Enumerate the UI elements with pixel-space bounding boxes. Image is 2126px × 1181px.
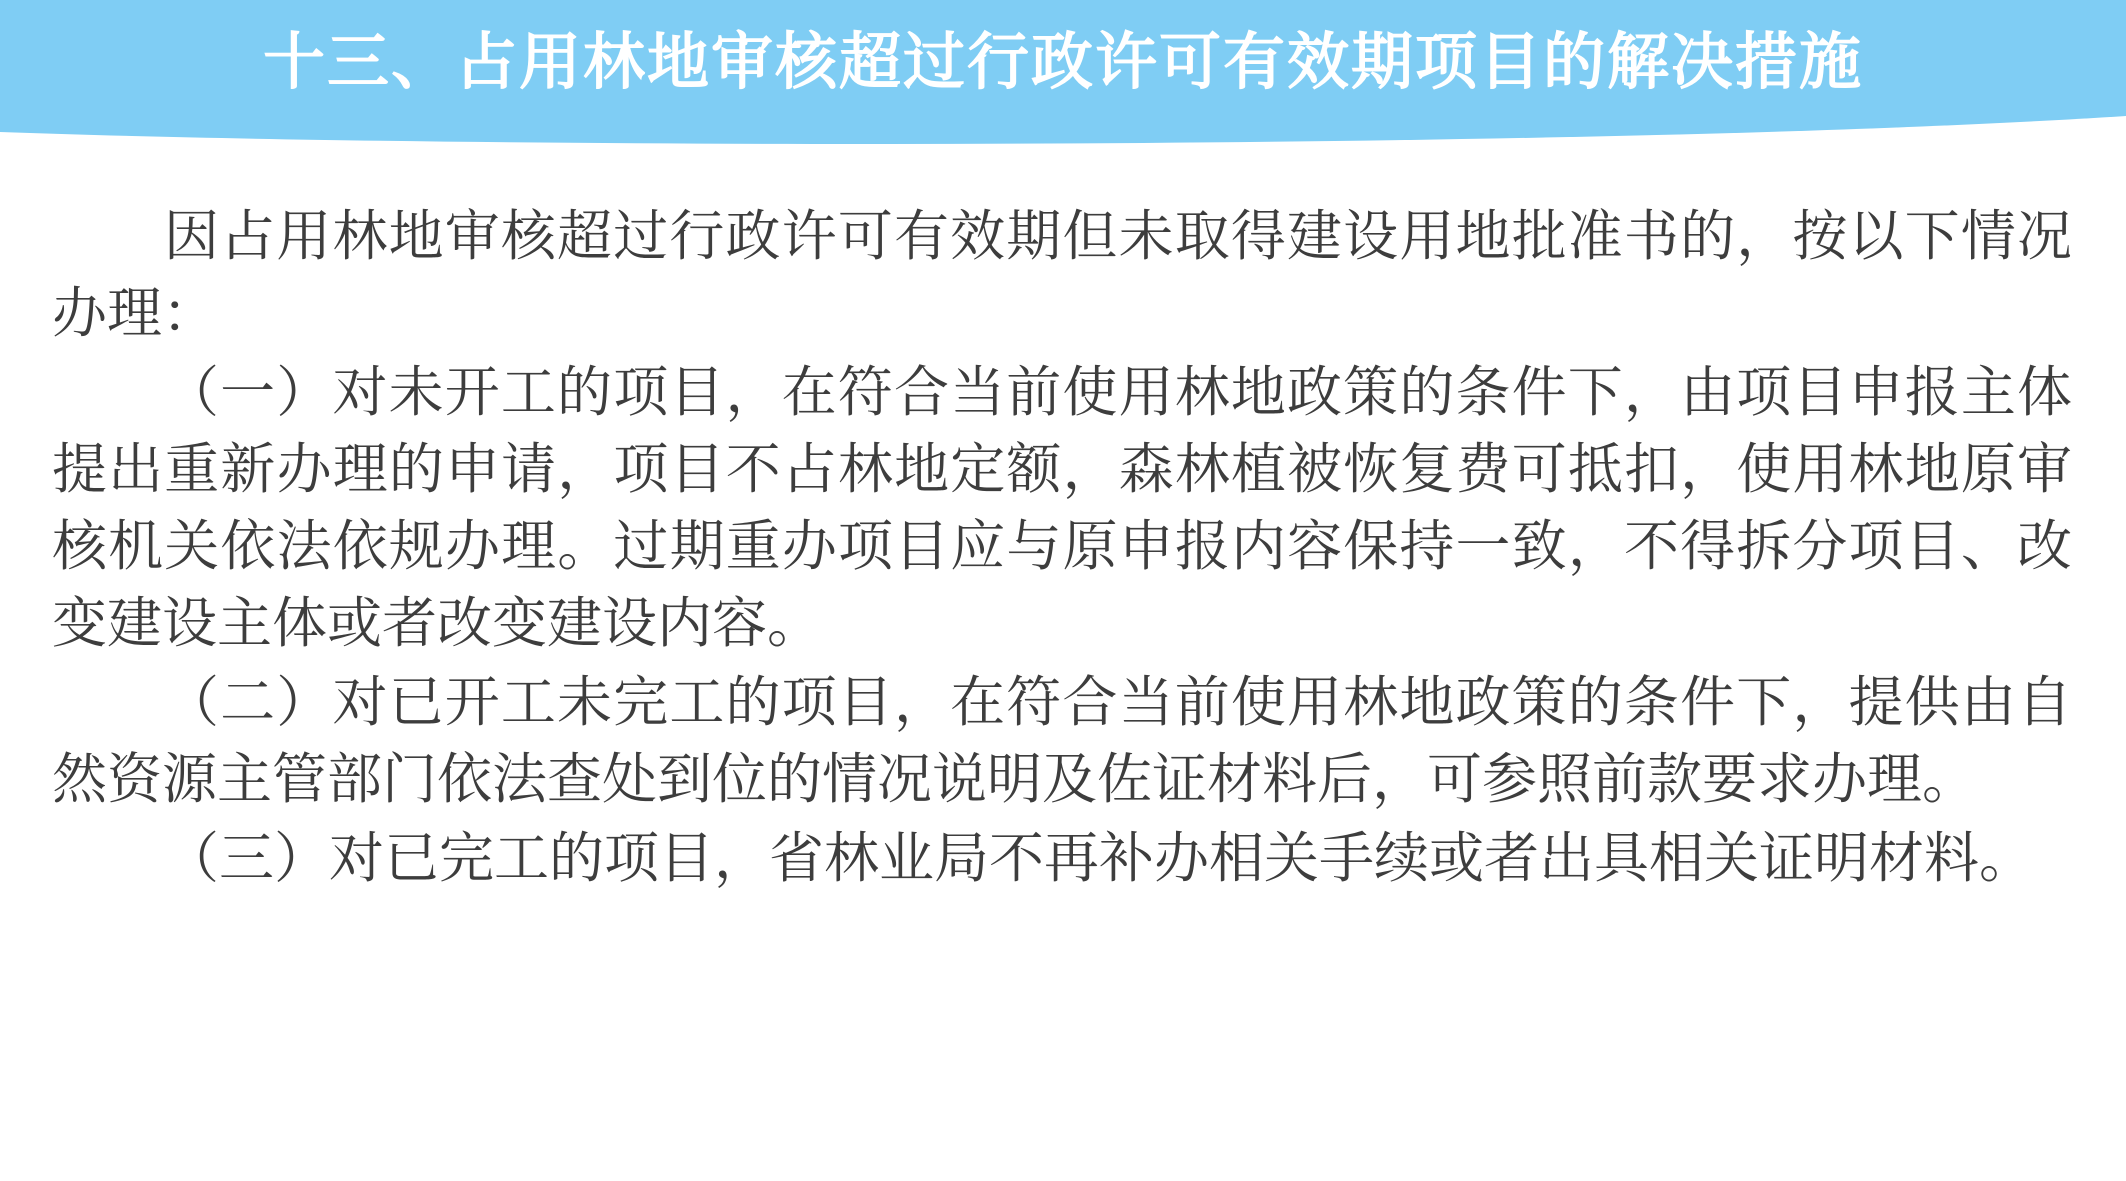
body-paragraph-4: （三）对已完工的项目，省林业局不再补办相关手续或者出具相关证明材料。 xyxy=(164,828,2035,889)
slide-body xyxy=(52,198,2072,897)
page-title: 十三、占用林地审核超过行政许可有效期项目的解决措施 xyxy=(262,25,1863,98)
slide-header-banner xyxy=(0,0,2126,160)
body-paragraph-2: （一）对未开工的项目，在符合当前使用林地政策的条件下，由项目申报主体提出重新办理的申请，项目不占林地定额，森林植被恢复费可抵扣，使用林地原审核机关依法依规办理。过期重办项目应与原申报内容保持一致，不得拆分项目、改变建设主体或者改变建设内容。 xyxy=(52,362,2072,654)
body-paragraph-3: （二）对已开工未完工的项目，在符合当前使用林地政策的条件下，提供由自然资源主管部门依法查处到位的情况说明及佐证材料后，可参照前款要求办理。 xyxy=(52,672,2072,810)
body-paragraph-1: 因占用林地审核超过行政许可有效期但未取得建设用地批准书的，按以下情况办理： xyxy=(52,206,2072,344)
